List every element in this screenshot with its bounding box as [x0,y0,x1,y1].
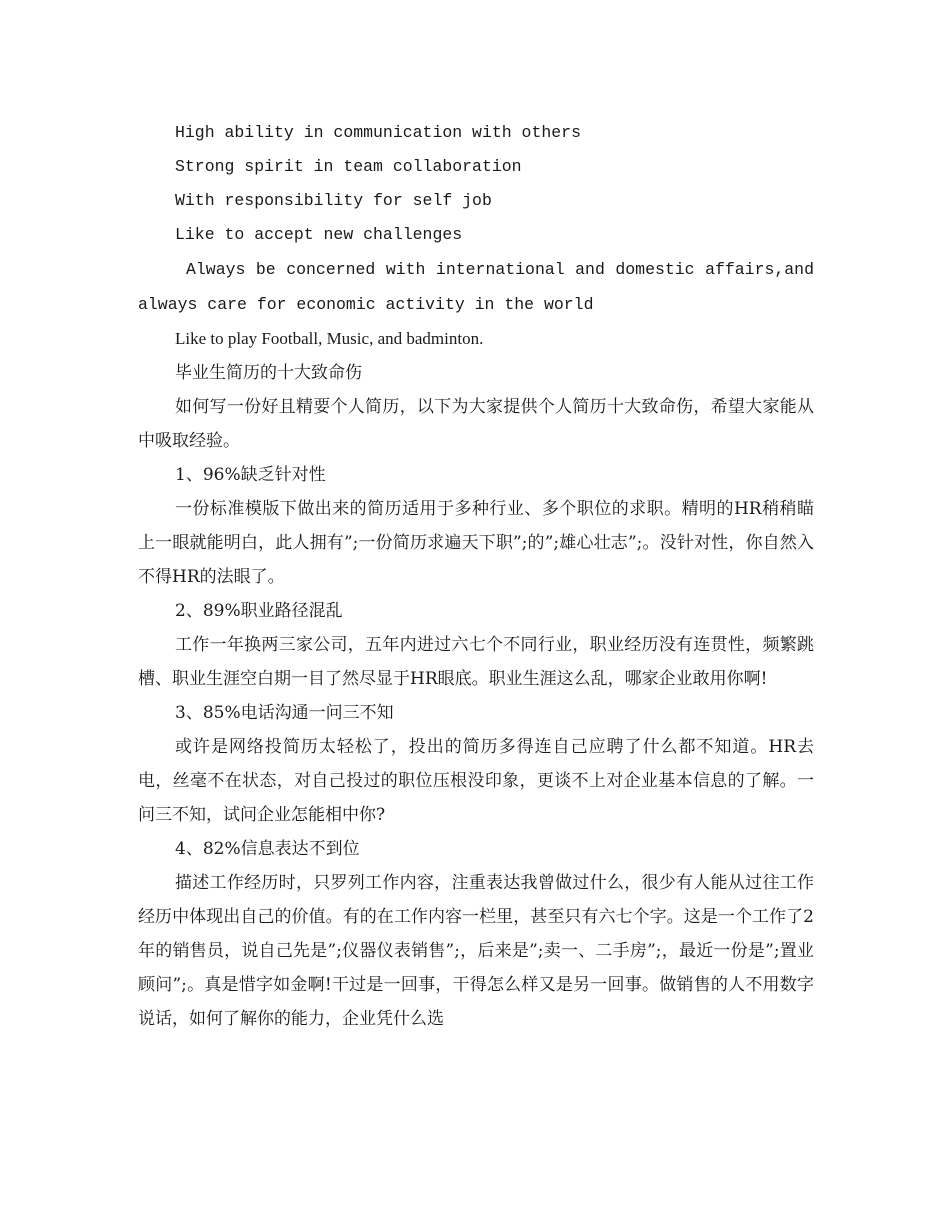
item-heading-4: 4、82%信息表达不到位 [175,839,360,859]
item-heading-3: 3、85%电话沟通一问三不知 [175,703,394,723]
document-body [138,116,814,1036]
hobby-line-responsibility: With responsibility for self job [175,191,492,210]
item-heading-1: 1、96%缺乏针对性 [175,465,326,485]
item-body-2: 工作一年换两三家公司，五年内进过六七个不同行业，职业经历没有连贯性，频繁跳槽、职业生涯空白期一目了然尽显于HR眼底。职业生涯这么乱，哪家企业敢用你啊! [138,635,814,689]
hobby-line-sports: Like to play Football, Music, and badminton. [175,329,484,348]
hobby-line-affairs: Always be concerned with international and domestic affairs,and always care for economic activity in the world [138,260,814,314]
item-body-1: 一份标准模版下做出来的简历适用于多种行业、多个职位的求职。精明的HR稍稍瞄上一眼就能明白，此人拥有”;一份简历求遍天下职”;的”;雄心壮志”;。没针对性，你自然入不得HR的法眼了。 [138,499,814,587]
article-title: 毕业生简历的十大致命伤 [175,363,362,383]
item-body-4: 描述工作经历时，只罗列工作内容，注重表达我曾做过什么，很少有人能从过往工作经历中体现出自己的价值。有的在工作内容一栏里，甚至只有六七个字。这是一个工作了2年的销售员，说自己先是”;仪器仪表销售”;，后来是”;卖一、二手房”;，最近一份是”;置业顾问”;。真是惜字如金啊!干过是一回事，干得怎么样又是另一回事。做销售的人不用数字说话，如何了解你的能力，企业凭什么选 [138,873,814,1029]
item-body-3: 或许是网络投简历太轻松了，投出的简历多得连自己应聘了什么都不知道。HR去电，丝毫不在状态，对自己投过的职位压根没印象，更谈不上对企业基本信息的了解。一问三不知，试问企业怎能相中你? [138,737,814,825]
hobby-line-communication: High ability in communication with others [175,123,581,142]
article-intro: 如何写一份好且精要个人简历，以下为大家提供个人简历十大致命伤，希望大家能从中吸取经验。 [138,397,814,451]
hobby-line-challenges: Like to accept new challenges [175,225,463,244]
item-heading-2: 2、89%职业路径混乱 [175,601,343,621]
hobby-line-teamwork: Strong spirit in team collaboration [175,157,522,176]
